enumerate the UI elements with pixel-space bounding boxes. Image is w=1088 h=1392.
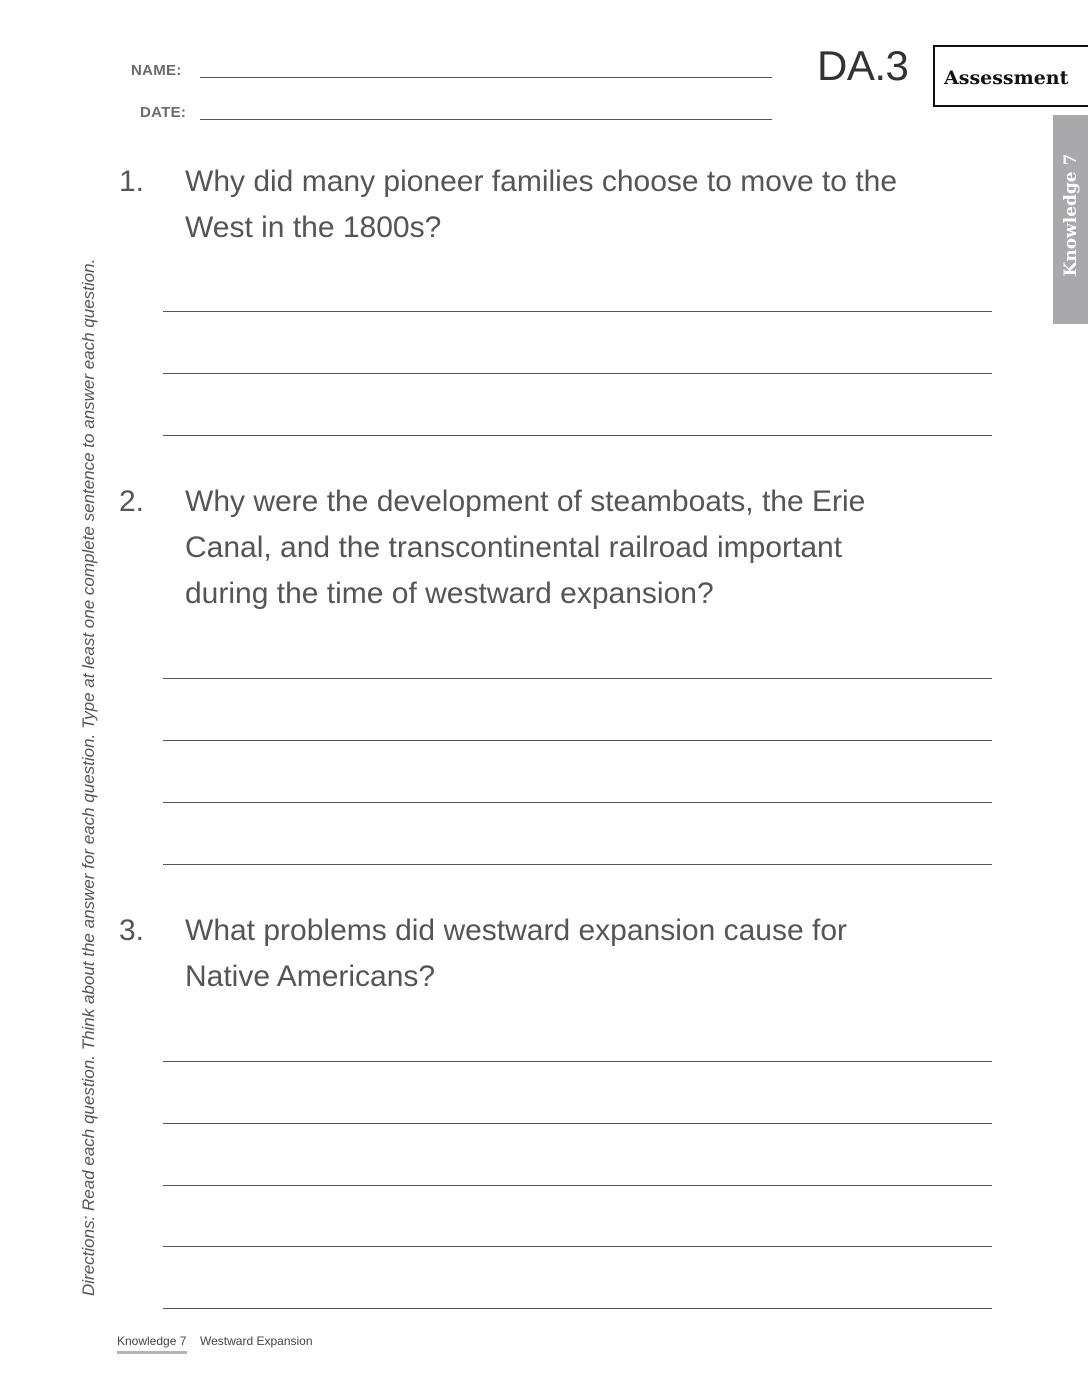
- activity-code: DA.3: [817, 42, 909, 89]
- question-number: 1.: [119, 165, 145, 198]
- answer-line[interactable]: [163, 311, 992, 312]
- question-text-line: Native Americans?: [185, 960, 436, 993]
- directions-text: Directions: Read each question. Think about the answer for each question. Type at least one complete sentence to answer each question.: [79, 258, 98, 1296]
- side-tab: [1053, 115, 1088, 324]
- footer-unit: Knowledge 7: [117, 1334, 187, 1348]
- question-text-line: during the time of westward expansion?: [185, 577, 714, 610]
- name-field[interactable]: [200, 77, 772, 78]
- question-number: 3.: [119, 914, 145, 947]
- answer-line[interactable]: [163, 864, 992, 865]
- answer-line[interactable]: [163, 373, 992, 374]
- answer-line[interactable]: [163, 435, 992, 436]
- answer-line[interactable]: [163, 1123, 992, 1124]
- assessment-badge: Assessment: [933, 45, 1088, 107]
- question-text: [185, 479, 865, 617]
- question-text: [185, 159, 897, 251]
- question-text-line: West in the 1800s?: [185, 211, 442, 244]
- answer-line[interactable]: [163, 678, 992, 679]
- question-text: [185, 908, 847, 1000]
- question-text-line: Canal, and the transcontinental railroad important: [185, 531, 843, 564]
- footer-underline: [117, 1351, 187, 1354]
- answer-line[interactable]: [163, 802, 992, 803]
- answer-line[interactable]: [163, 740, 992, 741]
- name-label: NAME:: [131, 62, 182, 79]
- footer-title: Westward Expansion: [200, 1334, 313, 1348]
- question-text-line: What problems did westward expansion cause for: [185, 914, 847, 947]
- question-number: 2.: [119, 485, 145, 518]
- side-tab-label: Knowledge 7: [1060, 153, 1081, 277]
- date-label: DATE:: [140, 104, 187, 121]
- question-text-line: Why did many pioneer families choose to move to the: [185, 165, 898, 198]
- answer-line[interactable]: [163, 1185, 992, 1186]
- question-text-line: Why were the development of steamboats, the Erie: [185, 485, 866, 518]
- answer-line[interactable]: [163, 1308, 992, 1309]
- answer-line[interactable]: [163, 1246, 992, 1247]
- date-field[interactable]: [200, 119, 772, 120]
- answer-line[interactable]: [163, 1061, 992, 1062]
